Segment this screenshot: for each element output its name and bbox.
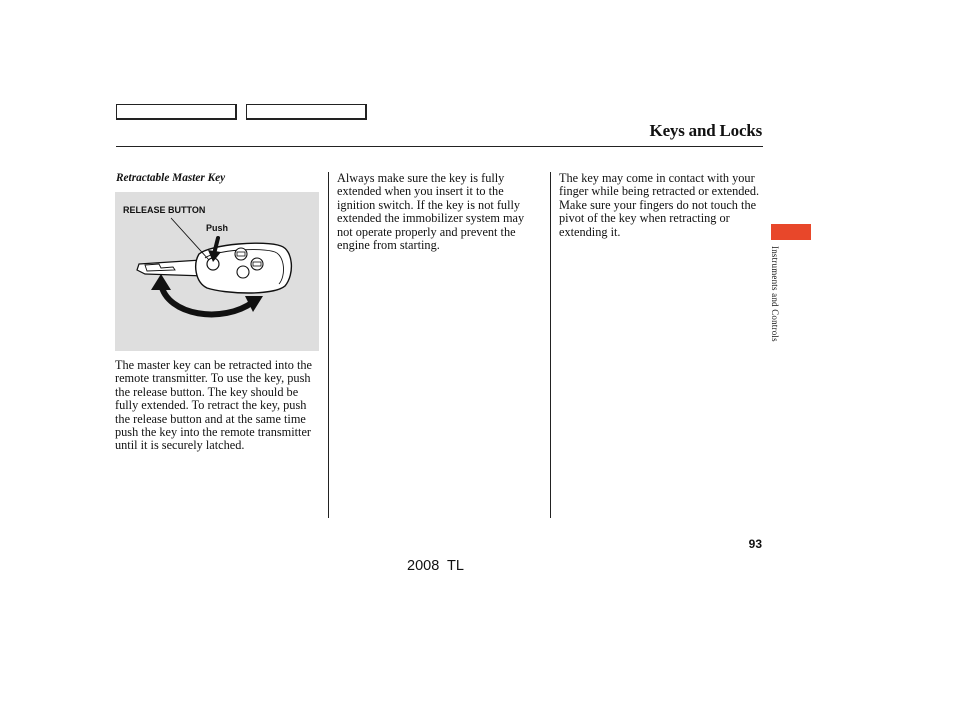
section-tab bbox=[771, 224, 811, 240]
section-subheading: Retractable Master Key bbox=[116, 172, 226, 184]
section-label bbox=[770, 246, 782, 376]
nav-tab-2[interactable] bbox=[246, 104, 367, 120]
page-number: 93 bbox=[748, 537, 762, 551]
footer-model-text: 2008 TL bbox=[407, 558, 464, 574]
release-button-label: RELEASE BUTTON bbox=[123, 205, 206, 215]
page-title: Keys and Locks bbox=[649, 121, 762, 140]
column2-body: Always make sure the key is fully extended when you insert it to the ignition switch. If the key is not fully extended the immobilizer system may not operate properly and prevent the engine from starting. bbox=[337, 171, 525, 253]
key-figure bbox=[115, 192, 319, 351]
title-divider bbox=[116, 146, 763, 147]
column-divider-1 bbox=[328, 172, 329, 518]
swing-arrow-head-left bbox=[151, 274, 171, 290]
nav-tab-1[interactable] bbox=[116, 104, 237, 120]
column1-body: The master key can be retracted into the remote transmitter. To use the key, push the release button. The key should be fully extended. To retract the key, push the release button and at the same time push the key into the remote transmitter until it is securely latched. bbox=[115, 358, 312, 453]
key-illustration bbox=[115, 192, 319, 351]
column-divider-2 bbox=[550, 172, 551, 518]
footer-model bbox=[407, 558, 464, 574]
section-label-text: Instruments and Controls bbox=[770, 246, 780, 342]
key-blade bbox=[137, 260, 205, 276]
panic-button-icon bbox=[237, 266, 249, 278]
column3-body: The key may come in contact with your finger while being retracted or extended. Make sure your fingers do not touch the pivot of the key when retracting or extending it. bbox=[559, 171, 760, 239]
push-label: Push bbox=[206, 223, 229, 233]
release-leader-line bbox=[171, 218, 209, 260]
